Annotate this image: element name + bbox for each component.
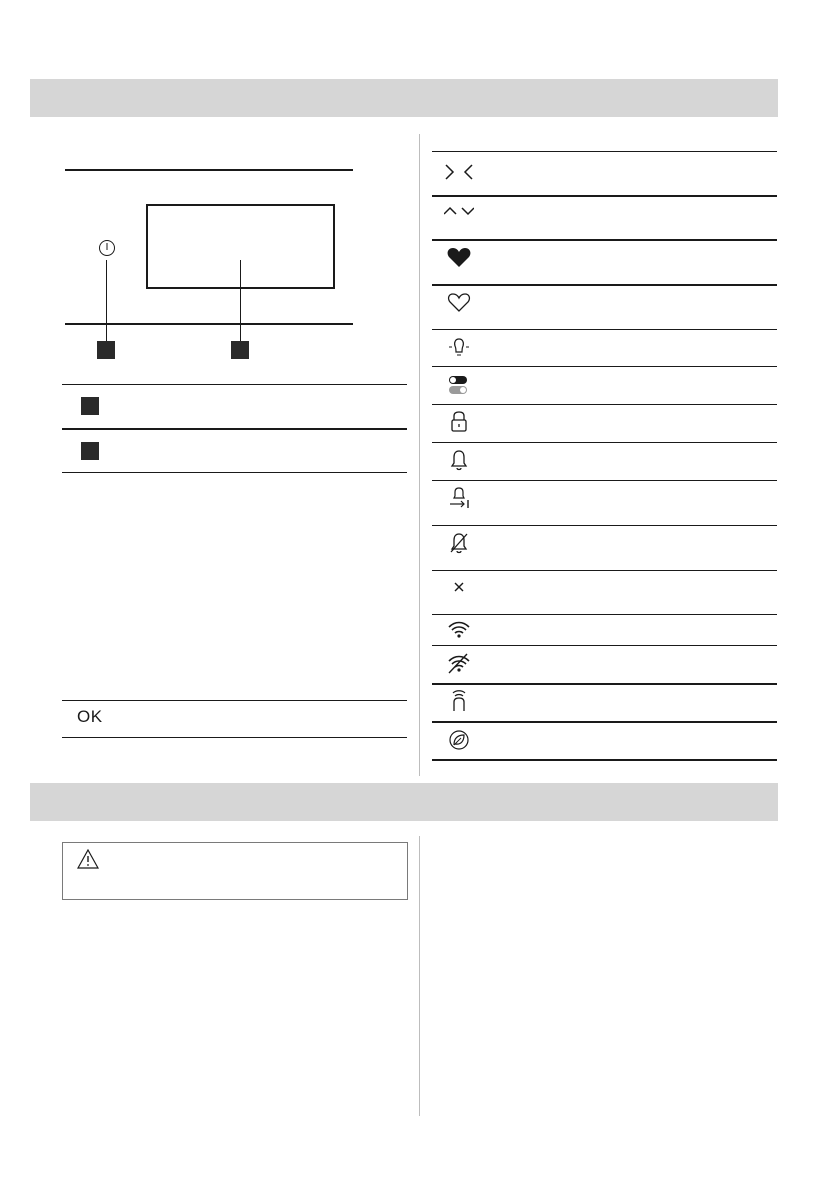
column-divider-bottom	[419, 836, 420, 1116]
ok-label: OK	[77, 707, 103, 726]
legend-rule	[62, 384, 407, 385]
icon-table-rule	[432, 195, 777, 197]
chevrons-up-down-icon	[444, 202, 474, 226]
icon-table-rule	[432, 645, 777, 646]
warning-box	[62, 842, 408, 900]
icon-table-rule	[432, 151, 777, 152]
lamp-icon	[444, 335, 474, 359]
bell-off-icon	[444, 531, 474, 555]
legend-rule	[62, 472, 407, 473]
legend-marker-2	[81, 442, 99, 460]
column-divider-top	[419, 134, 420, 776]
legend-rule	[62, 428, 407, 430]
icon-table-rule	[432, 239, 777, 241]
callout-line-display	[240, 260, 241, 341]
callout-line-power	[106, 260, 107, 341]
bell-skip-icon	[444, 486, 474, 510]
wifi-icon	[444, 618, 474, 642]
panel-bottom-edge	[65, 323, 353, 325]
close-icon	[444, 576, 474, 600]
arrows-left-right-icon	[444, 160, 474, 184]
heart-outline-icon	[444, 291, 474, 315]
heart-filled-icon	[444, 246, 474, 270]
section-banner-bottom	[30, 783, 778, 821]
icon-table-rule	[432, 721, 777, 723]
wifi-off-icon	[444, 652, 474, 676]
eco-leaf-icon	[444, 728, 474, 752]
bell-icon	[444, 448, 474, 472]
icon-table-rule	[432, 366, 777, 367]
icon-table-rule	[432, 614, 777, 615]
icon-table-rule	[432, 570, 777, 571]
lock-icon	[444, 410, 474, 434]
callout-marker-1	[97, 341, 115, 359]
legend-rule	[62, 700, 407, 701]
power-icon	[97, 238, 117, 258]
section-banner-top	[30, 79, 778, 117]
toggle-switch-icon	[444, 374, 474, 398]
remote-control-icon	[444, 689, 474, 713]
callout-marker-2	[231, 341, 249, 359]
icon-table-rule	[432, 329, 777, 330]
icon-table-rule	[432, 683, 777, 685]
icon-table-rule	[432, 404, 777, 405]
icon-table-rule	[432, 525, 777, 526]
panel-top-edge	[65, 169, 353, 171]
icon-table-rule	[432, 442, 777, 443]
warning-icon	[77, 849, 99, 869]
legend-rule	[62, 737, 407, 738]
icon-table-rule	[432, 480, 777, 481]
icon-table-rule	[432, 759, 777, 761]
legend-marker-1	[81, 397, 99, 415]
icon-table-rule	[432, 284, 777, 286]
